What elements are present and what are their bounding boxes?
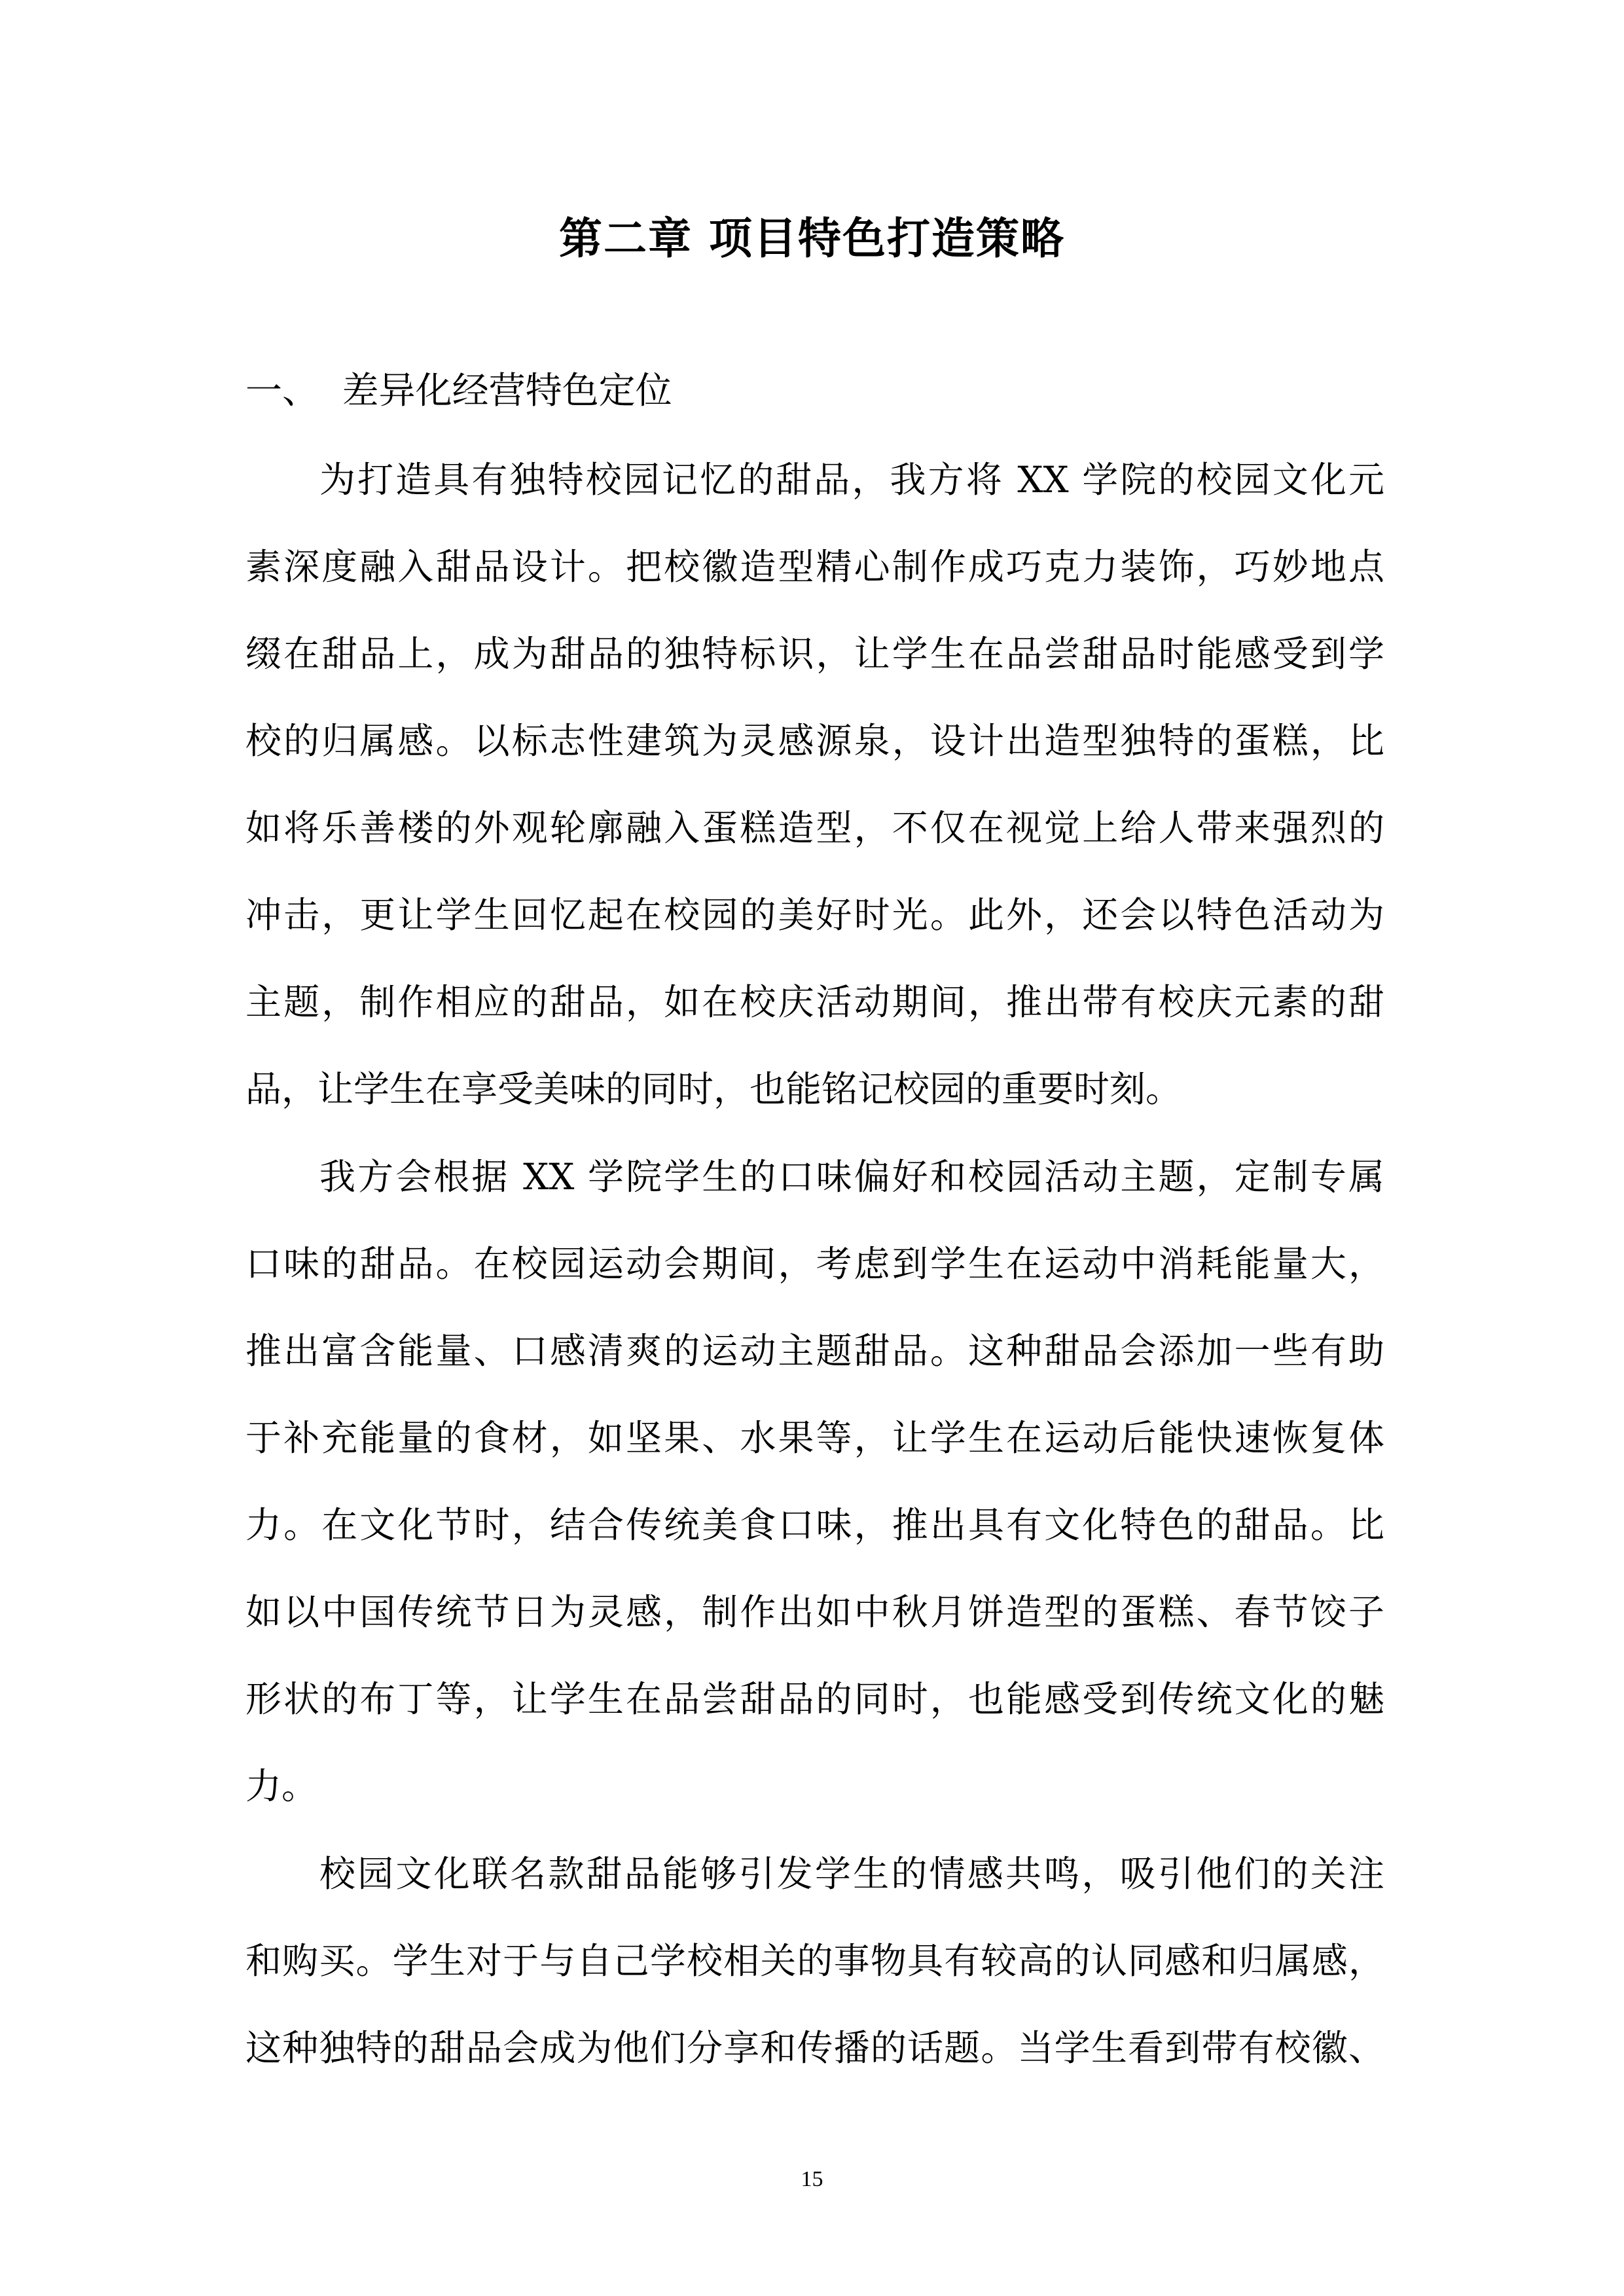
paragraph-line: 缀在甜品上，成为甜品的独特标识，让学生在品尝甜品时能感受到学 [245,633,1384,675]
paragraph-line: 为打造具有独特校园记忆的甜品，我方将 XX 学院的校园文化元 [319,459,1384,501]
paragraph-line: 校园文化联名款甜品能够引发学生的情感共鸣，吸引他们的关注 [319,1853,1384,1895]
paragraph-line: 主题，制作相应的甜品，如在校庆活动期间，推出带有校庆元素的甜 [245,981,1384,1023]
paragraph-line: 口味的甜品。在校园运动会期间，考虑到学生在运动中消耗能量大， [245,1243,1384,1285]
paragraph-line: 推出富含能量、口感清爽的运动主题甜品。这种甜品会添加一些有助 [245,1330,1384,1372]
paragraph-line: 校的归属感。以标志性建筑为灵感源泉，设计出造型独特的蛋糕，比 [245,720,1384,762]
paragraph-line: 于补充能量的食材，如坚果、水果等，让学生在运动后能快速恢复体 [245,1417,1384,1459]
paragraph-line: 冲击，更让学生回忆起在校园的美好时光。此外，还会以特色活动为 [245,894,1384,936]
paragraph-line: 我方会根据 XX 学院学生的口味偏好和校园活动主题，定制专属 [319,1156,1384,1198]
paragraph-line: 和购买。学生对于与自己学校相关的事物具有较高的认同感和归属感， [245,1940,1384,1982]
paragraph-line: 这种独特的甜品会成为他们分享和传播的话题。当学生看到带有校徽、 [245,2027,1384,2069]
chapter-title: 第二章 项目特色打造策略 [559,213,1065,264]
paragraph-line: 力。在文化节时，结合传统美食口味，推出具有文化特色的甜品。比 [245,1504,1384,1546]
page-number: 15 [801,2167,823,2191]
paragraph-line: 素深度融入甜品设计。把校徽造型精心制作成巧克力装饰，巧妙地点 [245,546,1384,588]
paragraph-line: 如将乐善楼的外观轮廓融入蛋糕造型，不仅在视觉上给人带来强烈的 [245,807,1384,849]
paragraph-line: 形状的布丁等，让学生在品尝甜品的同时，也能感受到传统文化的魅 [245,1678,1384,1720]
paragraph-line: 如以中国传统节日为灵感，制作出如中秋月饼造型的蛋糕、春节饺子 [245,1591,1384,1633]
paragraph-line: 品，让学生在享受美味的同时，也能铭记校园的重要时刻。 [245,1068,1182,1110]
section-heading: 一、 差异化经营特色定位 [245,370,672,412]
paragraph-line: 力。 [245,1765,318,1807]
